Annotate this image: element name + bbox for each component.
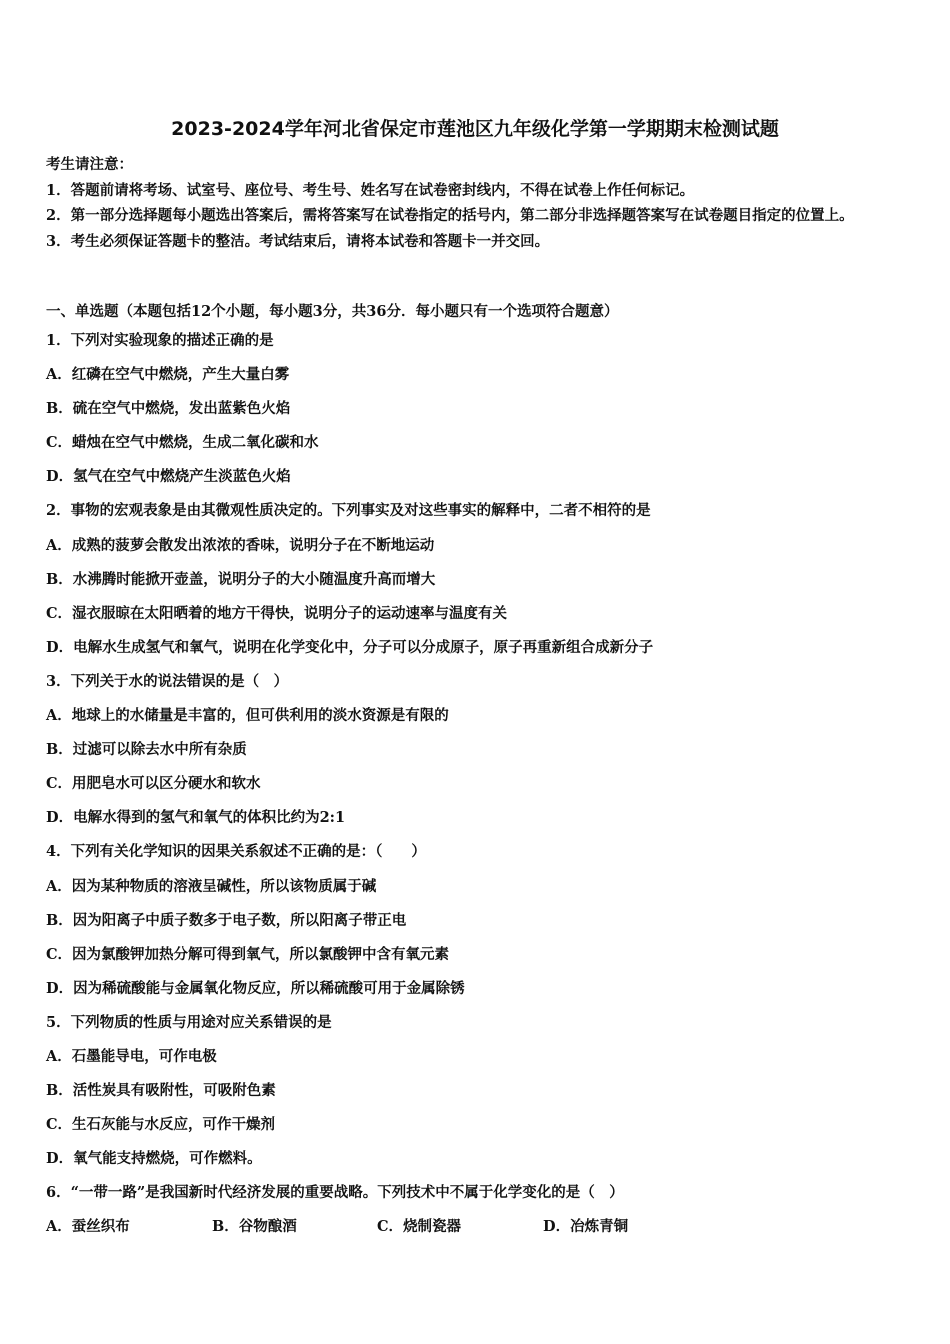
option-c: C．湿衣服晾在太阳晒着的地方干得快，说明分子的运动速率与温度有关 — [46, 604, 508, 622]
option-b: B．过滤可以除去水中所有杂质 — [46, 741, 247, 759]
question-stem: 5．下列物质的性质与用途对应关系错误的是 — [46, 1013, 332, 1031]
option-c: C．用肥皂水可以区分硬水和软水 — [46, 775, 261, 793]
notice-item: 3．考生必须保证答题卡的整洁。考试结束后，请将本试卷和答题卡一并交回。 — [46, 232, 550, 250]
option-b: B．活性炭具有吸附性，可吸附色素 — [46, 1082, 276, 1100]
notice-item: 2．第一部分选择题每小题选出答案后，需将答案写在试卷指定的括号内，第二部分非选择题答案写在试卷题目指定的位置上。 — [46, 207, 854, 224]
question-stem: 2．事物的宏观表象是由其微观性质决定的。下列事实及对这些事实的解释中，二者不相符的是 — [46, 502, 651, 520]
option-a: A．蚕丝织布 — [46, 1218, 130, 1236]
question-stem: 4．下列有关化学知识的因果关系叙述不正确的是：（ ） — [46, 843, 426, 861]
inline-options-row — [46, 1210, 906, 1244]
option-c: C．因为氯酸钾加热分解可得到氧气，所以氯酸钾中含有氧元素 — [46, 945, 450, 963]
option-b: B．因为阳离子中质子数多于电子数，所以阳离子带正电 — [46, 911, 407, 929]
question-stem: 6．“一带一路”是我国新时代经济发展的重要战略。下列技术中不属于化学变化的是（ ） — [46, 1184, 624, 1202]
question-list — [46, 324, 906, 1245]
option-a: A．地球上的水储量是丰富的，但可供利用的淡水资源是有限的 — [46, 707, 449, 725]
option-a: A．红磷在空气中燃烧，产生大量白雾 — [46, 366, 290, 384]
notice-heading: 考生请注意： — [46, 156, 133, 173]
option-d: D．冶炼青铜 — [543, 1218, 629, 1236]
option-c: C．烧制瓷器 — [377, 1218, 462, 1236]
option-c: C．蜡烛在空气中燃烧，生成二氧化碳和水 — [46, 434, 319, 452]
option-d: D．氧气能支持燃烧，可作燃料。 — [46, 1150, 262, 1168]
option-a: A．成熟的菠萝会散发出浓浓的香味，说明分子在不断地运动 — [46, 536, 435, 554]
section-heading: 一、单选题（本题包括12个小题，每小题3分，共36分．每小题只有一个选项符合题意） — [46, 303, 619, 320]
option-b: B．水沸腾时能掀开壶盖，说明分子的大小随温度升高而增大 — [46, 570, 436, 588]
question-stem: 1．下列对实验现象的描述正确的是 — [46, 332, 274, 349]
notice-item: 1．答题前请将考场、试室号、座位号、考生号、姓名写在试卷密封线内，不得在试卷上作任何标记。 — [46, 181, 695, 199]
page-title: 2023-2024学年河北省保定市莲池区九年级化学第一学期期末检测试题 — [171, 118, 779, 140]
option-d: D．因为稀硫酸能与金属氧化物反应，所以稀硫酸可用于金属除锈 — [46, 979, 465, 997]
option-a: A．因为某种物质的溶液呈碱性，所以该物质属于碱 — [46, 877, 377, 895]
option-d: D．氢气在空气中燃烧产生淡蓝色火焰 — [46, 468, 291, 486]
option-b: B．硫在空气中燃烧，发出蓝紫色火焰 — [46, 400, 291, 418]
option-b: B．谷物酿酒 — [212, 1218, 297, 1236]
option-a: A．石墨能导电，可作电极 — [46, 1047, 217, 1065]
notice-block — [46, 152, 906, 254]
question-stem: 3．下列关于水的说法错误的是（ ） — [46, 672, 289, 690]
option-c: C．生石灰能与水反应，可作干燥剂 — [46, 1116, 276, 1134]
option-d: D．电解水生成氢气和氧气，说明在化学变化中，分子可以分成原子，原子再重新组合成新分子 — [46, 638, 654, 656]
option-d: D．电解水得到的氢气和氧气的体积比约为2:1 — [46, 809, 346, 827]
